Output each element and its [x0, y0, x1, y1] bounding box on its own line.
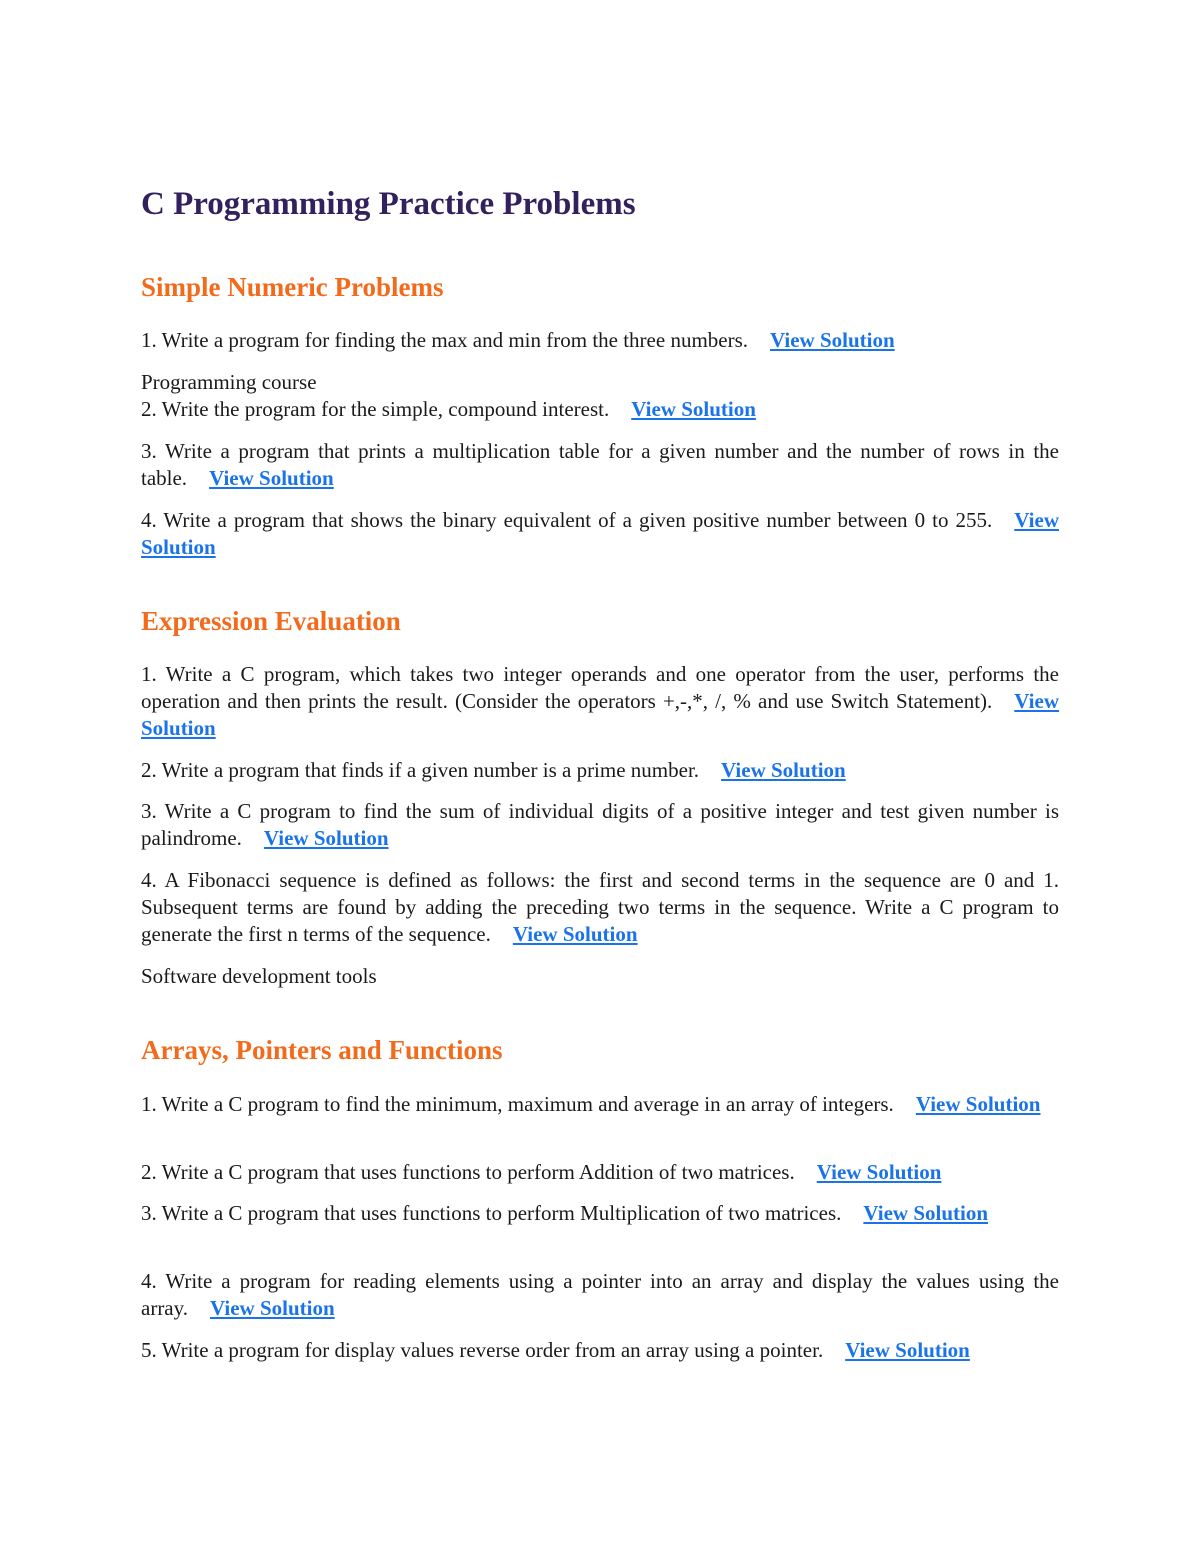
problem-item [141, 661, 1059, 742]
ad-label-programming-course[interactable]: Programming course [141, 370, 317, 394]
problem-item [141, 798, 1059, 852]
problem-text: 5. Write a program for display values reverse order from an array using a pointer. [141, 1338, 824, 1362]
problem-text: 3. Write a C program to find the sum of individual digits of a positive integer and test given number is palindrome. [141, 799, 1059, 850]
problem-item [141, 867, 1059, 948]
problem-text: 1. Write a C program to find the minimum, maximum and average in an array of integers. [141, 1092, 894, 1116]
problem-text: 3. Write a C program that uses functions to perform Multiplication of two matrices. [141, 1201, 842, 1225]
section-heading-expression-evaluation: Expression Evaluation [141, 606, 401, 636]
view-solution-link[interactable]: View Solution [770, 328, 895, 352]
section-heading-simple-numeric: Simple Numeric Problems [141, 272, 444, 302]
problem-text: 3. Write a program that prints a multiplication table for a given number and the number of rows in the table. [141, 439, 1059, 490]
problem-text: 2. Write a program that finds if a given number is a prime number. [141, 758, 700, 782]
ad-label-software-tools[interactable]: Software development tools [141, 964, 377, 988]
view-solution-link[interactable]: View Solution [141, 508, 1059, 559]
problem-item [141, 1159, 1059, 1186]
problem-item [141, 1200, 1059, 1227]
page-title: C Programming Practice Problems [141, 186, 636, 222]
view-solution-link[interactable]: View Solution [631, 397, 756, 421]
problem-text: 4. Write a program for reading elements using a pointer into an array and display the values using the array. [141, 1269, 1059, 1320]
problem-text: 1. Write a C program, which takes two integer operands and one operator from the user, performs the operation and then prints the result. (Consider the operators +,-,*, /, % and use Switch Statement). [141, 662, 1059, 713]
problem-item [141, 327, 1059, 354]
view-solution-link[interactable]: View Solution [209, 466, 334, 490]
problem-item [141, 396, 1059, 423]
problem-text: 2. Write a C program that uses functions to perform Addition of two matrices. [141, 1160, 795, 1184]
view-solution-link[interactable]: View Solution [210, 1296, 335, 1320]
problem-item [141, 1268, 1059, 1322]
view-solution-link[interactable]: View Solution [915, 1092, 1041, 1116]
problem-item [141, 507, 1059, 561]
section-heading-arrays-pointers-functions: Arrays, Pointers and Functions [141, 1035, 503, 1065]
view-solution-link[interactable]: View Solution [845, 1338, 970, 1362]
problem-text: 4. A Fibonacci sequence is defined as follows: the first and second terms in the sequence are 0 and 1. Subsequent terms are found by adding the preceding two terms in the sequence. Write a C program to generate the first n terms of the sequence. [141, 868, 1059, 946]
view-solution-link[interactable]: View Solution [721, 758, 846, 782]
problem-item [141, 1091, 1059, 1118]
view-solution-link[interactable]: View Solution [863, 1201, 989, 1225]
view-solution-link[interactable]: View Solution [263, 826, 389, 850]
problem-text: 1. Write a program for finding the max and min from the three numbers. [141, 328, 749, 352]
view-solution-link[interactable]: View Solution [141, 689, 1059, 740]
problem-item [141, 757, 1059, 784]
problem-text: 4. Write a program that shows the binary equivalent of a given positive number between 0 to 255. [141, 508, 993, 532]
problem-item [141, 438, 1059, 492]
problem-item [141, 1337, 1059, 1364]
view-solution-link[interactable]: View Solution [816, 1160, 942, 1184]
view-solution-link[interactable]: View Solution [512, 922, 638, 946]
problem-text: 2. Write the program for the simple, compound interest. [141, 397, 610, 421]
